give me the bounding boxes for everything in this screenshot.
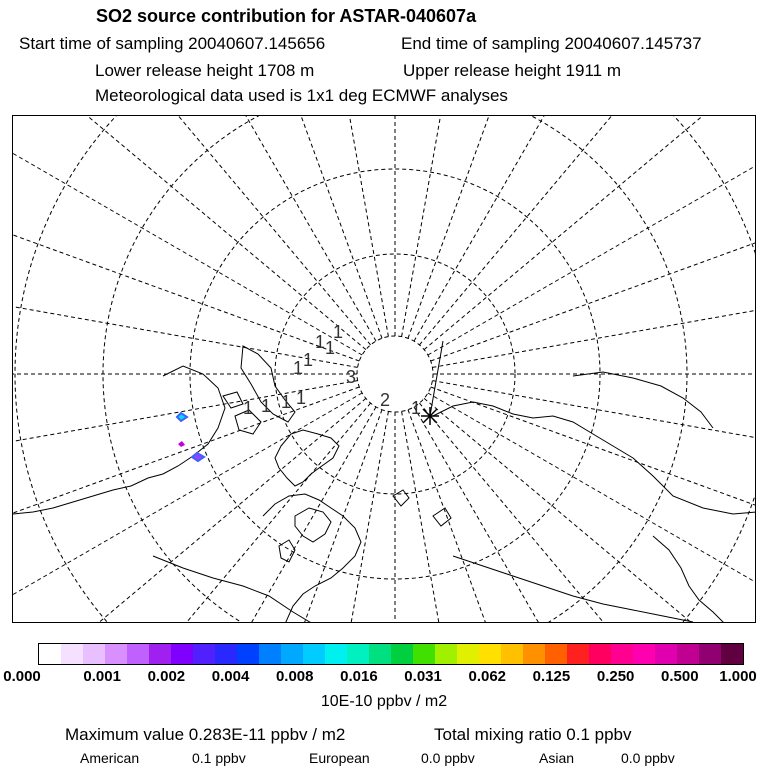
trajectory-label: 1 xyxy=(315,332,326,352)
colorbar-swatch xyxy=(655,644,677,664)
map-canvas xyxy=(13,116,756,623)
trajectory-label: 1 xyxy=(325,338,336,358)
longitude-line xyxy=(13,407,376,623)
longitude-line xyxy=(414,407,756,623)
longitude-lines xyxy=(13,116,756,623)
colorbar-tick-label: 0.000 xyxy=(3,668,41,685)
plume-blob xyxy=(178,441,185,447)
asia-interior xyxy=(453,556,693,622)
american-value: 0.1 ppbv xyxy=(192,750,246,766)
colorbar-tick-label: 0.500 xyxy=(661,668,699,685)
trajectory-label: 1 xyxy=(303,350,314,370)
longitude-line xyxy=(13,116,376,341)
longitude-line xyxy=(431,116,756,361)
trajectory-label: 1 xyxy=(243,398,254,418)
plume-markers xyxy=(177,413,204,461)
start-time-label: Start time of sampling 20040607.145656 xyxy=(19,34,326,53)
colorbar-tick-label: 0.008 xyxy=(275,668,314,685)
star-icon xyxy=(421,407,439,425)
colorbar-swatch xyxy=(347,644,369,664)
colorbar-swatch xyxy=(611,644,633,664)
polar-map xyxy=(12,115,756,623)
lower-height-label: Lower release height 1708 m xyxy=(95,61,315,80)
colorbar-swatch xyxy=(61,644,83,664)
longitude-line xyxy=(239,116,389,337)
longitude-line xyxy=(13,403,371,623)
longitude-line xyxy=(13,218,358,368)
latitude-circle xyxy=(357,336,433,412)
siberia-coast xyxy=(433,402,756,514)
colorbar-swatch xyxy=(545,644,567,664)
plume-blob xyxy=(192,453,204,461)
colorbar-tick-label: 0.004 xyxy=(211,668,250,685)
colorbar-tick-label: 1.000 xyxy=(719,668,757,685)
colorbar-swatch xyxy=(193,644,215,664)
longitude-line xyxy=(13,387,359,623)
colorbar-swatch xyxy=(721,644,743,664)
colorbar-swatch xyxy=(501,644,523,664)
coastlines xyxy=(13,346,756,623)
colorbar-swatch xyxy=(281,644,303,664)
trajectory-label: 1 xyxy=(296,388,307,408)
american-label: American xyxy=(80,750,140,766)
colorbar-swatch xyxy=(523,644,545,664)
longitude-line xyxy=(408,116,703,338)
colorbar-swatch xyxy=(171,644,193,664)
colorbar-tick-label: 0.250 xyxy=(596,668,635,685)
colorbar-swatch xyxy=(391,644,413,664)
end-time-label: End time of sampling 20040607.145737 xyxy=(401,34,702,53)
longitude-line xyxy=(424,116,756,350)
colorbar-swatch xyxy=(567,644,589,664)
alaska-coast xyxy=(573,372,713,428)
colorbar-swatch xyxy=(215,644,237,664)
max-value-label: Maximum value 0.283E-11 ppbv / m2 xyxy=(65,725,346,744)
uk-coast xyxy=(279,540,295,562)
mediterranean-coast xyxy=(153,556,313,623)
novaya-zemlya-coast xyxy=(433,508,451,526)
latitude-circles xyxy=(13,116,756,623)
trajectory-label: 1 xyxy=(333,322,344,342)
greenland-coast xyxy=(275,430,339,486)
trajectory-label: 1 xyxy=(281,392,292,412)
european-value: 0.0 ppbv xyxy=(421,750,475,766)
colorbar-swatch xyxy=(633,644,655,664)
colorbar-swatch xyxy=(105,644,127,664)
longitude-line xyxy=(419,116,756,345)
longitude-line xyxy=(13,116,359,361)
latitude-circle xyxy=(13,116,756,623)
longitude-line xyxy=(13,116,371,345)
longitude-line xyxy=(13,116,362,355)
met-data-label: Meteorological data used is 1x1 deg ECMWF analyses xyxy=(95,86,508,105)
colorbar-tick-label: 0.125 xyxy=(532,668,571,685)
colorbar-tick-label: 0.062 xyxy=(468,668,507,685)
map-title: SO2 source contribution for ASTAR-040607a xyxy=(96,6,477,26)
colorbar-unit: 10E-10 ppbv / m2 xyxy=(320,693,448,710)
colorbar-swatch xyxy=(413,644,435,664)
longitude-line xyxy=(414,116,756,341)
colorbar-swatch xyxy=(699,644,721,664)
trajectory-label: 3 xyxy=(346,367,357,387)
colorbar-swatch xyxy=(127,644,149,664)
european-label: European xyxy=(309,750,370,766)
longitude-line xyxy=(419,403,756,623)
colorbar-tick-label: 0.031 xyxy=(404,668,442,685)
colorbar xyxy=(38,643,744,665)
longitude-line xyxy=(428,116,756,355)
colorbar-tick-label: 0.002 xyxy=(147,668,186,685)
north-america-coast xyxy=(13,366,225,514)
longitude-line xyxy=(402,411,552,623)
colorbar-swatch xyxy=(325,644,347,664)
colorbar-swatch xyxy=(479,644,501,664)
colorbar-swatch xyxy=(369,644,391,664)
colorbar-swatch xyxy=(435,644,457,664)
longitude-line xyxy=(428,393,756,623)
colorbar-swatch xyxy=(237,644,259,664)
colorbar-swatch xyxy=(677,644,699,664)
trajectory-line xyxy=(430,341,443,416)
plume-blob xyxy=(177,413,187,421)
trajectory-label: 1 xyxy=(261,396,272,416)
trajectory-label: 2 xyxy=(380,390,391,410)
longitude-line xyxy=(239,411,389,623)
colorbar-swatch xyxy=(259,644,281,664)
total-mixing-label: Total mixing ratio 0.1 ppbv xyxy=(434,725,632,744)
colorbar-tick-label: 0.016 xyxy=(340,668,378,685)
upper-height-label: Upper release height 1911 m xyxy=(403,61,621,80)
latitude-circle xyxy=(15,116,756,623)
canada-islands xyxy=(223,392,261,434)
europe-coast xyxy=(263,494,361,623)
asian-value: 0.0 ppbv xyxy=(621,750,675,766)
colorbar-swatch xyxy=(303,644,325,664)
longitude-line xyxy=(13,116,366,350)
asian-label: Asian xyxy=(539,750,575,766)
trajectory-label: 1 xyxy=(293,358,304,378)
longitude-line xyxy=(87,116,382,338)
colorbar-swatch xyxy=(149,644,171,664)
longitude-line xyxy=(402,116,552,337)
colorbar-swatch xyxy=(457,644,479,664)
colorbar-swatch xyxy=(83,644,105,664)
longitude-line xyxy=(432,381,756,531)
longitude-line xyxy=(432,218,756,368)
trajectory-label: 1 xyxy=(411,398,422,418)
colorbar-tick-label: 0.001 xyxy=(83,668,121,685)
colorbar-swatch xyxy=(39,644,61,664)
colorbar-swatch xyxy=(589,644,611,664)
